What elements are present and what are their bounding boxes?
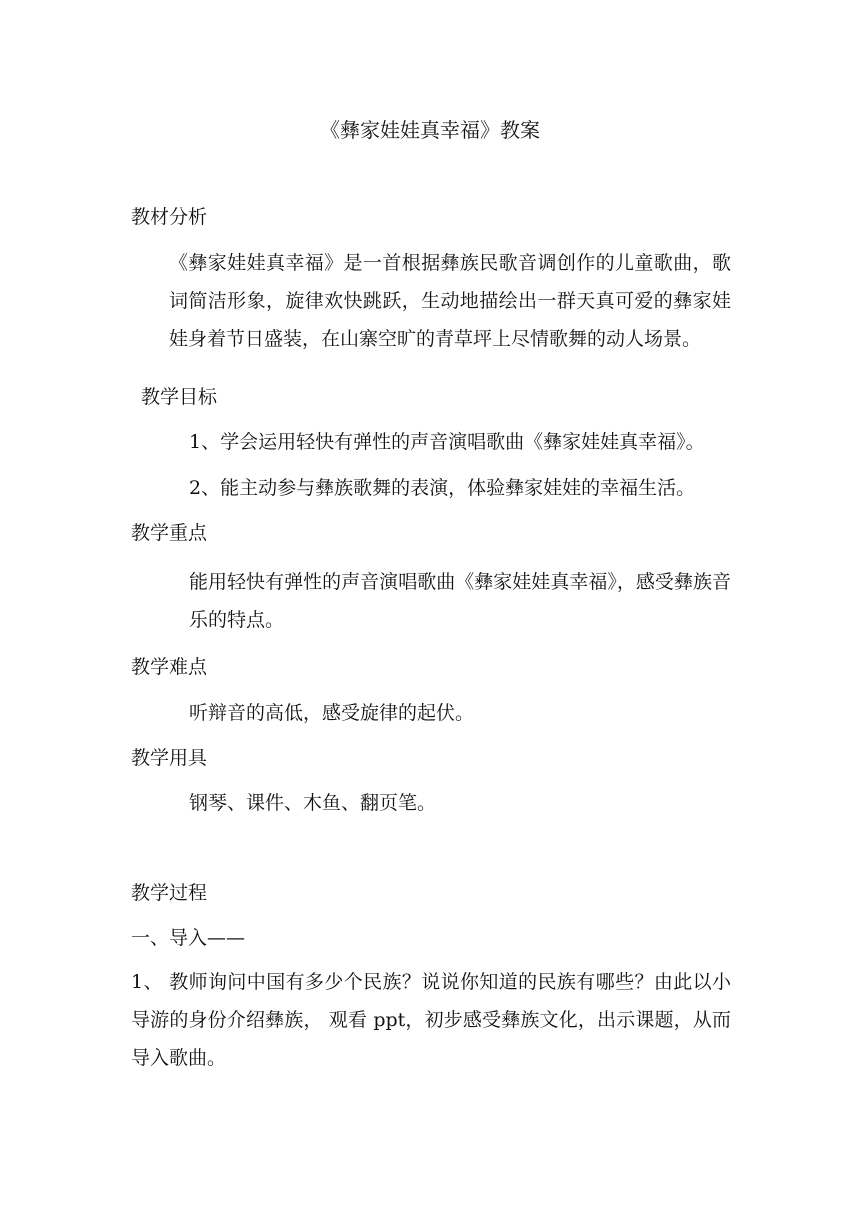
process-step-paragraph — [131, 963, 731, 1077]
section-heading-process: 教学过程 — [131, 882, 208, 904]
difficulties-paragraph: 听辩音的高低，感受旋律的起伏。 — [189, 702, 475, 724]
key-points-paragraph — [131, 563, 731, 639]
analysis-paragraph — [131, 244, 731, 358]
key-points-paragraph-text: 能用轻快有弹性的声音演唱歌曲《彝家娃娃真幸福》，感受彝族音乐的特点。 — [189, 571, 731, 631]
section-heading-goals: 教学目标 — [141, 386, 218, 408]
goal-item-1: 1、学会运用轻快有弹性的声音演唱歌曲《彝家娃娃真幸福》。 — [189, 431, 705, 453]
section-heading-analysis: 教材分析 — [131, 206, 208, 228]
goal-item-2: 2、能主动参与彝族歌舞的表演，体验彝家娃娃的幸福生活。 — [189, 477, 696, 499]
tools-paragraph: 钢琴、课件、木鱼、翻页笔。 — [189, 792, 437, 814]
process-step-title: 一、导入—— — [131, 927, 246, 949]
section-heading-difficulties: 教学难点 — [131, 656, 208, 678]
section-heading-key-points: 教学重点 — [131, 522, 208, 544]
document-title: 《彝家娃娃真幸福》教案 — [320, 118, 540, 142]
process-step-paragraph-text: 1、 教师询问中国有多少个民族？说说你知道的民族有哪些？由此以小导游的身份介绍彝族， 观看 ppt，初步感受彝族文化，出示课题，从而导入歌曲。 — [131, 971, 731, 1069]
section-heading-tools: 教学用具 — [131, 747, 208, 769]
analysis-paragraph-text: 《彝家娃娃真幸福》是一首根据彝族民歌音调创作的儿童歌曲，歌词简洁形象，旋律欢快跳跃，生动地描绘出一群天真可爱的彝家娃娃身着节日盛装，在山寨空旷的青草坪上尽情歌舞的动人场景。 — [169, 252, 731, 350]
